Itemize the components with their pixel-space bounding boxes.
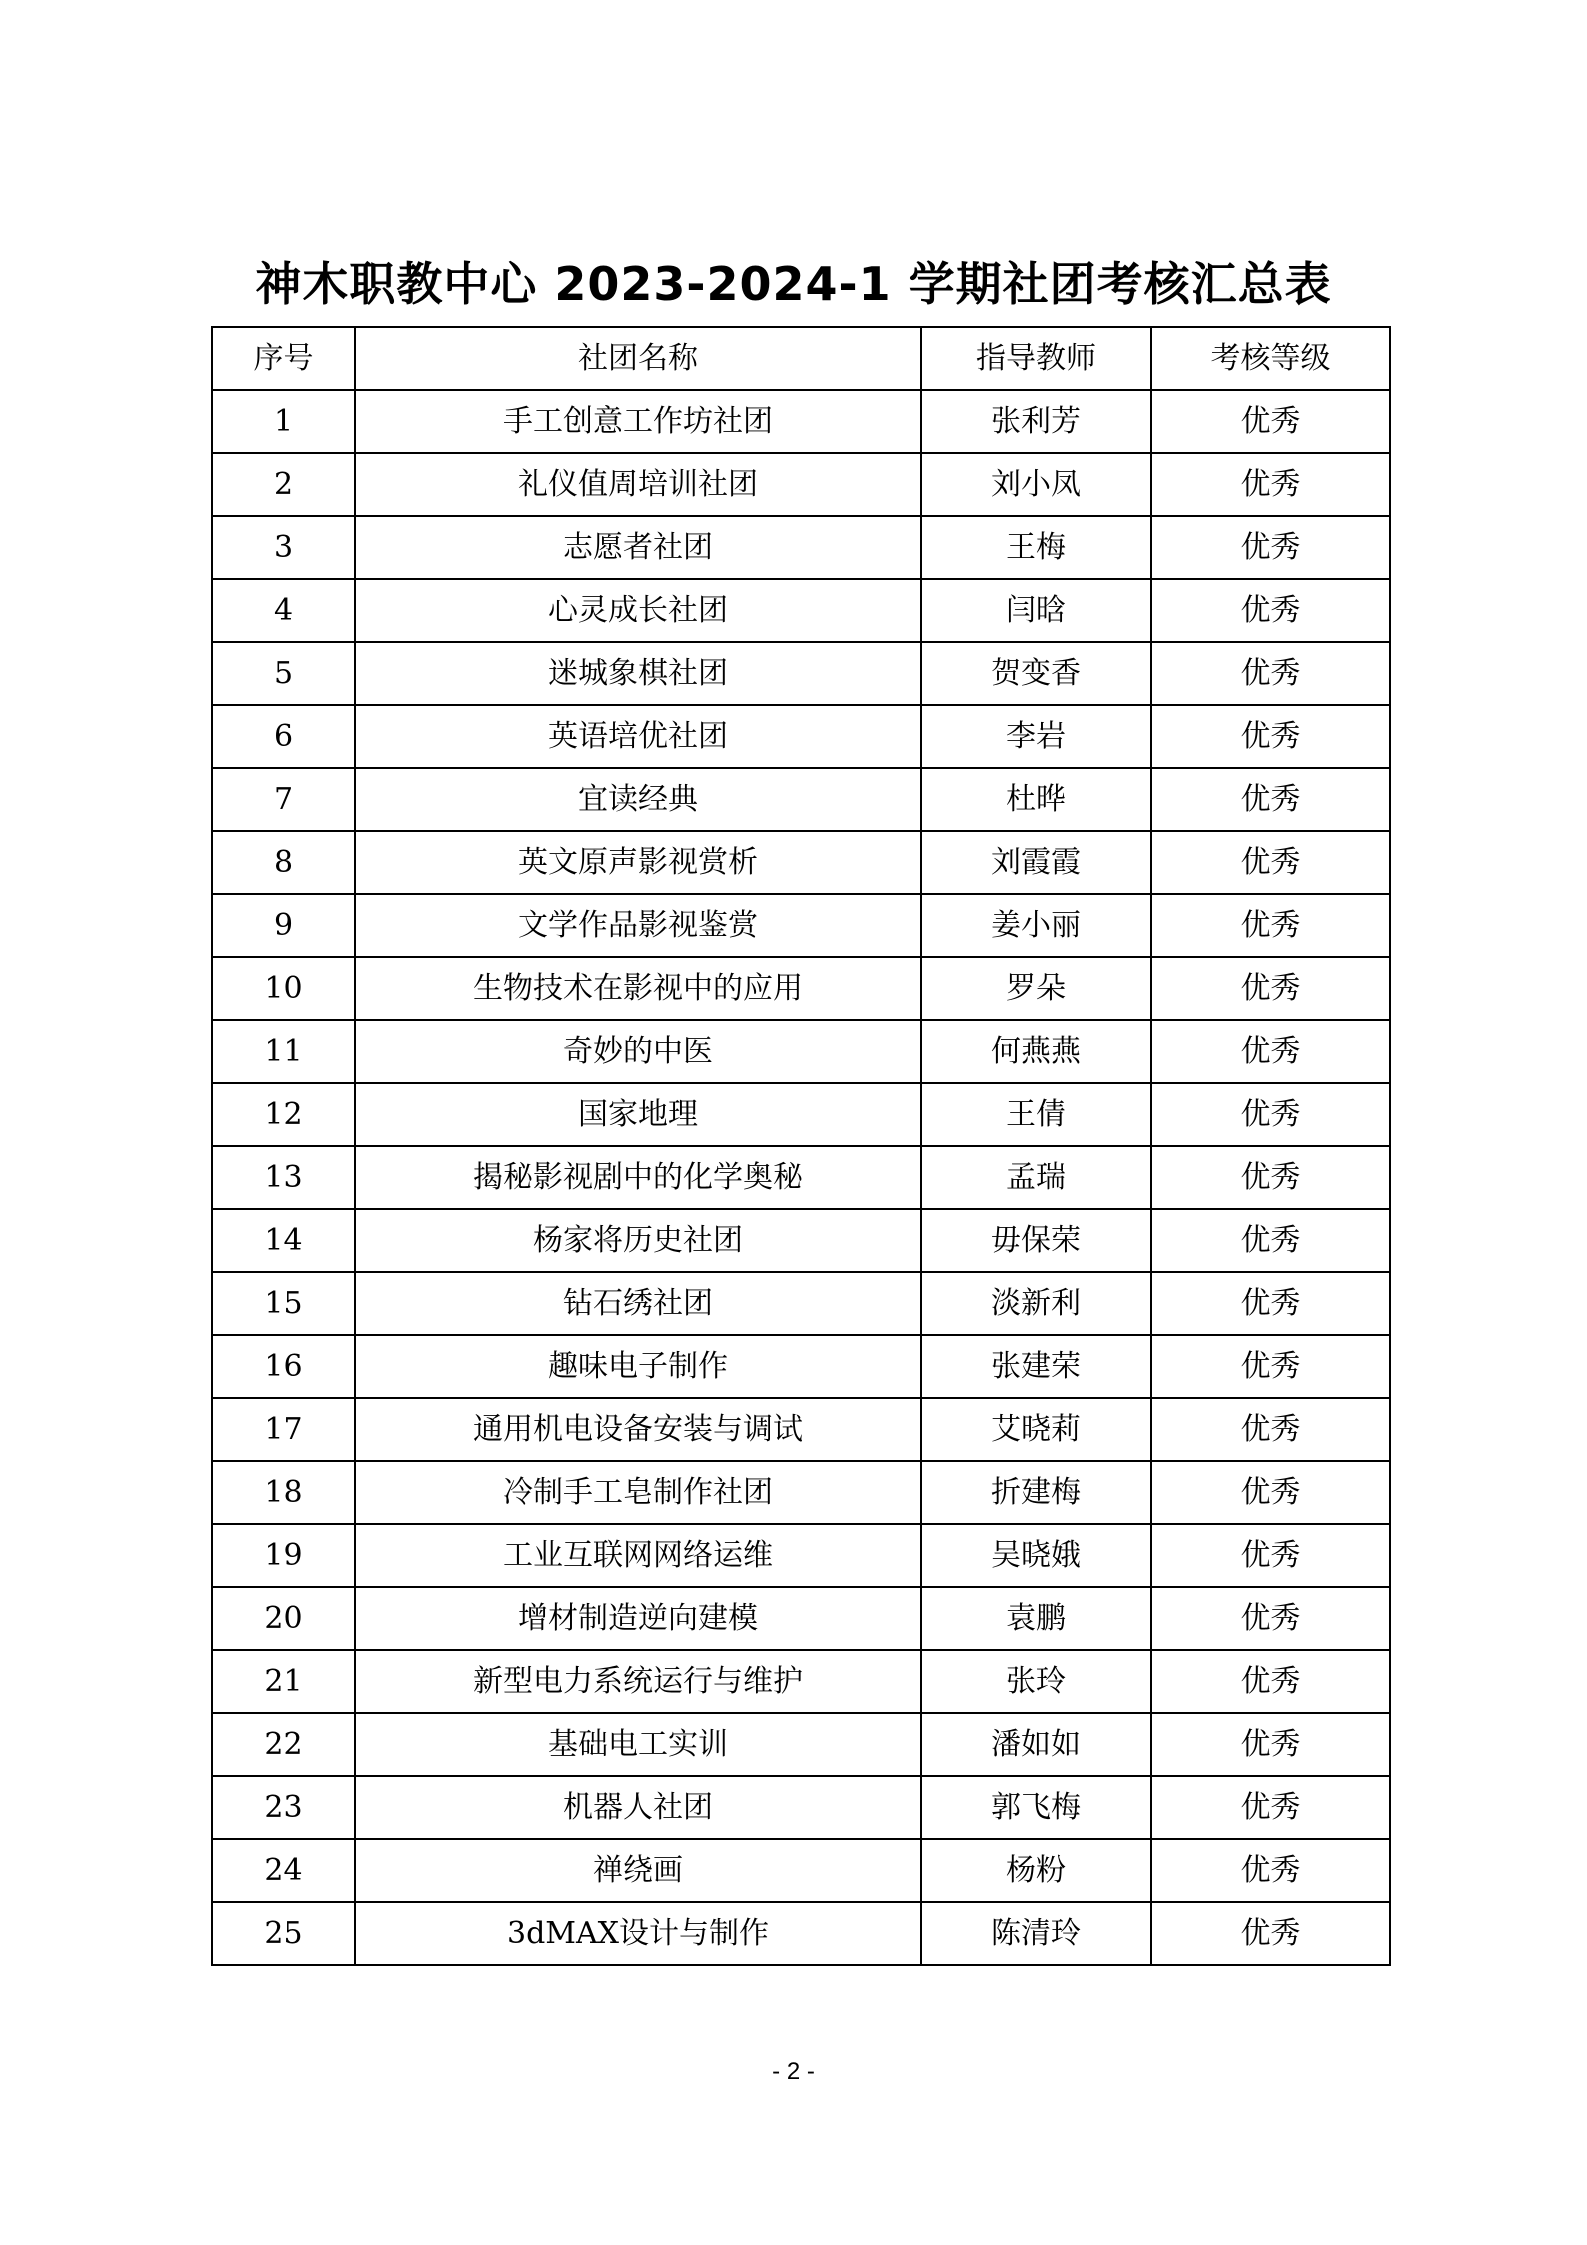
table-row xyxy=(212,957,1390,1020)
header-index: 序号 xyxy=(212,327,355,390)
grade: 优秀 xyxy=(1151,1020,1390,1083)
table-row xyxy=(212,1272,1390,1335)
table-row xyxy=(212,1587,1390,1650)
table-row xyxy=(212,453,1390,516)
table-row xyxy=(212,1461,1390,1524)
grade: 优秀 xyxy=(1151,579,1390,642)
page-number: - 2 - xyxy=(772,2058,815,2085)
header-grade: 考核等级 xyxy=(1151,327,1390,390)
grade: 优秀 xyxy=(1151,1209,1390,1272)
advisor-name: 王梅 xyxy=(921,516,1151,579)
table-row xyxy=(212,1776,1390,1839)
grade: 优秀 xyxy=(1151,1335,1390,1398)
grade: 优秀 xyxy=(1151,642,1390,705)
advisor-name: 折建梅 xyxy=(921,1461,1151,1524)
table-row xyxy=(212,1083,1390,1146)
club-name: 英语培优社团 xyxy=(355,705,921,768)
advisor-name: 张利芳 xyxy=(921,390,1151,453)
table-row xyxy=(212,1902,1390,1965)
row-index: 5 xyxy=(212,642,355,705)
row-index: 8 xyxy=(212,831,355,894)
row-index: 3 xyxy=(212,516,355,579)
club-name: 机器人社团 xyxy=(355,1776,921,1839)
row-index: 1 xyxy=(212,390,355,453)
table-row xyxy=(212,768,1390,831)
advisor-name: 闫晗 xyxy=(921,579,1151,642)
row-index: 14 xyxy=(212,1209,355,1272)
advisor-name: 王倩 xyxy=(921,1083,1151,1146)
table-row xyxy=(212,1020,1390,1083)
row-index: 13 xyxy=(212,1146,355,1209)
row-index: 23 xyxy=(212,1776,355,1839)
header-club-name: 社团名称 xyxy=(355,327,921,390)
table-body xyxy=(212,390,1390,1965)
grade: 优秀 xyxy=(1151,705,1390,768)
club-name: 手工创意工作坊社团 xyxy=(355,390,921,453)
row-index: 4 xyxy=(212,579,355,642)
row-index: 22 xyxy=(212,1713,355,1776)
advisor-name: 杜晔 xyxy=(921,768,1151,831)
grade: 优秀 xyxy=(1151,1272,1390,1335)
table-header-row xyxy=(212,327,1390,390)
advisor-name: 吴晓娥 xyxy=(921,1524,1151,1587)
club-name: 新型电力系统运行与维护 xyxy=(355,1650,921,1713)
table-row xyxy=(212,642,1390,705)
club-name: 钻石绣社团 xyxy=(355,1272,921,1335)
table-row xyxy=(212,1839,1390,1902)
grade: 优秀 xyxy=(1151,1083,1390,1146)
club-name: 通用机电设备安装与调试 xyxy=(355,1398,921,1461)
grade: 优秀 xyxy=(1151,1650,1390,1713)
club-name: 杨家将历史社团 xyxy=(355,1209,921,1272)
advisor-name: 李岩 xyxy=(921,705,1151,768)
row-index: 10 xyxy=(212,957,355,1020)
table-row xyxy=(212,705,1390,768)
advisor-name: 杨粉 xyxy=(921,1839,1151,1902)
grade: 优秀 xyxy=(1151,516,1390,579)
table-row xyxy=(212,894,1390,957)
club-name: 生物技术在影视中的应用 xyxy=(355,957,921,1020)
row-index: 19 xyxy=(212,1524,355,1587)
advisor-name: 刘霞霞 xyxy=(921,831,1151,894)
grade: 优秀 xyxy=(1151,1398,1390,1461)
table-row xyxy=(212,1146,1390,1209)
grade: 优秀 xyxy=(1151,1146,1390,1209)
club-name: 工业互联网网络运维 xyxy=(355,1524,921,1587)
club-name: 文学作品影视鉴赏 xyxy=(355,894,921,957)
advisor-name: 潘如如 xyxy=(921,1713,1151,1776)
header-advisor: 指导教师 xyxy=(921,327,1151,390)
row-index: 21 xyxy=(212,1650,355,1713)
grade: 优秀 xyxy=(1151,1839,1390,1902)
club-name: 礼仪值周培训社团 xyxy=(355,453,921,516)
club-name: 禅绕画 xyxy=(355,1839,921,1902)
row-index: 25 xyxy=(212,1902,355,1965)
grade: 优秀 xyxy=(1151,1776,1390,1839)
row-index: 2 xyxy=(212,453,355,516)
advisor-name: 姜小丽 xyxy=(921,894,1151,957)
table-row xyxy=(212,1398,1390,1461)
row-index: 17 xyxy=(212,1398,355,1461)
advisor-name: 何燕燕 xyxy=(921,1020,1151,1083)
club-name: 奇妙的中医 xyxy=(355,1020,921,1083)
table-row xyxy=(212,831,1390,894)
grade: 优秀 xyxy=(1151,1587,1390,1650)
club-name: 趣味电子制作 xyxy=(355,1335,921,1398)
advisor-name: 陈清玲 xyxy=(921,1902,1151,1965)
advisor-name: 孟瑞 xyxy=(921,1146,1151,1209)
advisor-name: 刘小凤 xyxy=(921,453,1151,516)
table-row xyxy=(212,1713,1390,1776)
club-name: 心灵成长社团 xyxy=(355,579,921,642)
table-row xyxy=(212,390,1390,453)
club-name: 国家地理 xyxy=(355,1083,921,1146)
grade: 优秀 xyxy=(1151,1713,1390,1776)
club-name: 揭秘影视剧中的化学奥秘 xyxy=(355,1146,921,1209)
club-name: 迷城象棋社团 xyxy=(355,642,921,705)
row-index: 16 xyxy=(212,1335,355,1398)
advisor-name: 郭飞梅 xyxy=(921,1776,1151,1839)
row-index: 24 xyxy=(212,1839,355,1902)
club-name: 增材制造逆向建模 xyxy=(355,1587,921,1650)
grade: 优秀 xyxy=(1151,768,1390,831)
table-row xyxy=(212,1524,1390,1587)
club-name: 英文原声影视赏析 xyxy=(355,831,921,894)
grade: 优秀 xyxy=(1151,1902,1390,1965)
table-row xyxy=(212,516,1390,579)
row-index: 11 xyxy=(212,1020,355,1083)
row-index: 12 xyxy=(212,1083,355,1146)
row-index: 7 xyxy=(212,768,355,831)
club-name: 基础电工实训 xyxy=(355,1713,921,1776)
table-row xyxy=(212,1335,1390,1398)
grade: 优秀 xyxy=(1151,453,1390,516)
club-name: 3dMAX设计与制作 xyxy=(355,1902,921,1965)
grade: 优秀 xyxy=(1151,390,1390,453)
advisor-name: 贺变香 xyxy=(921,642,1151,705)
page-title: 神木职教中心 2023-2024-1 学期社团考核汇总表 xyxy=(255,257,1332,311)
advisor-name: 罗朵 xyxy=(921,957,1151,1020)
table-row xyxy=(212,579,1390,642)
grade: 优秀 xyxy=(1151,1524,1390,1587)
row-index: 15 xyxy=(212,1272,355,1335)
table-row xyxy=(212,1650,1390,1713)
club-name: 冷制手工皂制作社团 xyxy=(355,1461,921,1524)
club-name: 志愿者社团 xyxy=(355,516,921,579)
advisor-name: 淡新利 xyxy=(921,1272,1151,1335)
club-name: 宜读经典 xyxy=(355,768,921,831)
advisor-name: 艾晓莉 xyxy=(921,1398,1151,1461)
advisor-name: 毋保荣 xyxy=(921,1209,1151,1272)
advisor-name: 张建荣 xyxy=(921,1335,1151,1398)
advisor-name: 袁鹏 xyxy=(921,1587,1151,1650)
grade: 优秀 xyxy=(1151,894,1390,957)
grade: 优秀 xyxy=(1151,957,1390,1020)
grade: 优秀 xyxy=(1151,1461,1390,1524)
table-row xyxy=(212,1209,1390,1272)
row-index: 18 xyxy=(212,1461,355,1524)
advisor-name: 张玲 xyxy=(921,1650,1151,1713)
club-assessment-table xyxy=(211,326,1391,1966)
row-index: 9 xyxy=(212,894,355,957)
row-index: 6 xyxy=(212,705,355,768)
grade: 优秀 xyxy=(1151,831,1390,894)
row-index: 20 xyxy=(212,1587,355,1650)
